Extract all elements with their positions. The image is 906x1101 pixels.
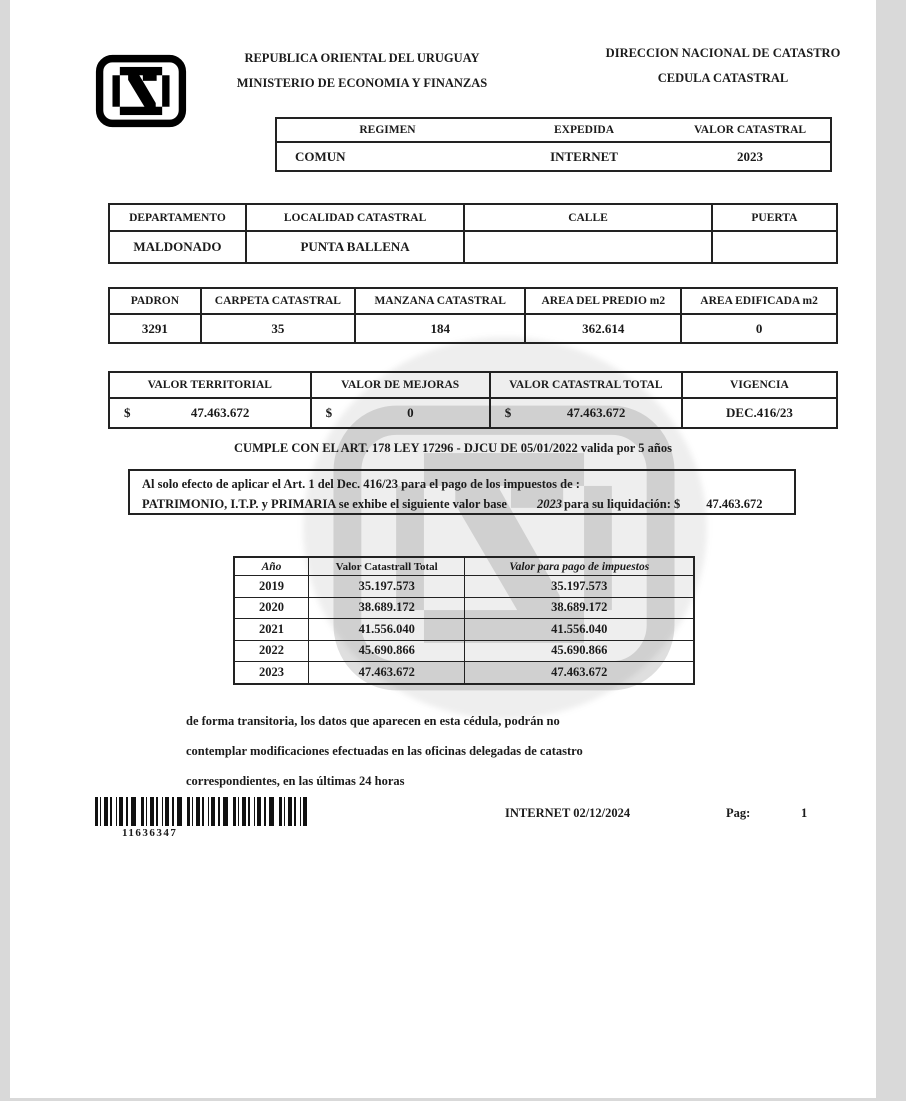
notice-line2: PATRIMONIO, I.T.P. y PRIMARIA se exhibe el siguiente valor base 2023 para su liquidación: $ 47.463.672 [142, 497, 763, 511]
history-header-row [234, 557, 694, 576]
manzana-header: MANZANA CATASTRAL [355, 288, 525, 314]
history-row: 2019 35.197.573 35.197.573 [234, 576, 694, 598]
valor-catastral-value: 2023 [737, 148, 764, 164]
calle-value [464, 231, 712, 263]
regimen-table [275, 117, 832, 172]
document-title: CEDULA CATASTRAL [657, 71, 789, 85]
departamento-value: MALDONADO [109, 231, 246, 263]
history-row: 2023 47.463.672 47.463.672 [234, 662, 694, 684]
regimen-header-row [276, 118, 831, 142]
carpeta-value: 35 [201, 314, 355, 343]
padron-value: 3291 [109, 314, 201, 343]
padron-value-row [109, 314, 837, 343]
valor-pago-impuestos-header: Valor para pago de impuestos [465, 557, 694, 576]
vigencia-header: VIGENCIA [682, 372, 837, 398]
localidad-value: PUNTA BALLENA [246, 231, 464, 263]
history-row: 2020 38.689.172 38.689.172 [234, 597, 694, 619]
area-predio-header: AREA DEL PREDIO m2 [525, 288, 681, 314]
padron-header: PADRON [109, 288, 201, 314]
history-table [233, 556, 695, 685]
valor-catastral-total-col-header: Valor Catastrall Total [309, 557, 465, 576]
calle-header: CALLE [464, 204, 712, 231]
valor-catastral-header: VALOR CATASTRAL [670, 118, 831, 142]
puerta-header: PUERTA [712, 204, 837, 231]
valor-catastral-total-header: VALOR CATASTRAL TOTAL [490, 372, 682, 398]
republic-title: REPUBLICA ORIENTAL DEL URUGUAY [244, 51, 480, 65]
puerta-value [712, 231, 837, 263]
disclaimer-line3: correspondientes, en las últimas 24 horas [186, 774, 405, 788]
valor-catastral-total-value: $ 47.463.672 [490, 398, 682, 428]
location-value-row [109, 231, 837, 263]
catastro-header [594, 46, 852, 86]
location-table [108, 203, 838, 264]
disclaimer-line2: contemplar modificaciones efectuadas en las oficinas delegadas de catastro [186, 744, 583, 758]
direction-title: DIRECCION NACIONAL DE CATASTRO [605, 46, 841, 60]
regimen-header: REGIMEN [276, 118, 498, 142]
regimen-value-row [276, 142, 831, 171]
photo-edge-right [876, 0, 906, 1101]
departamento-header: DEPARTAMENTO [109, 204, 246, 231]
barcode-number: 11636347 [122, 827, 178, 839]
history-row: 2022 45.690.866 45.690.866 [234, 640, 694, 662]
area-edificada-header: AREA EDIFICADA m2 [681, 288, 837, 314]
disclaimer-line1: de forma transitoria, los datos que aparecen en esta cédula, podrán no [186, 714, 560, 728]
notice-box [128, 469, 796, 515]
notice-year: 2023 [536, 497, 562, 511]
dnc-logo-icon [95, 54, 187, 128]
valores-value-row [109, 398, 837, 428]
photo-edge-left [0, 0, 10, 1101]
page-number: 1 [801, 806, 808, 820]
localidad-header: LOCALIDAD CATASTRAL [246, 204, 464, 231]
valores-header-row [109, 372, 837, 398]
valor-mejoras-value: $ 0 [311, 398, 490, 428]
valor-territorial-header: VALOR TERRITORIAL [109, 372, 311, 398]
anio-header: Año [234, 557, 309, 576]
regimen-value: COMUN [295, 148, 346, 164]
carpeta-header: CARPETA CATASTRAL [201, 288, 355, 314]
area-edificada-value: 0 [681, 314, 837, 343]
currency-symbol: $ [504, 405, 512, 420]
area-predio-value: 362.614 [525, 314, 681, 343]
manzana-value: 184 [355, 314, 525, 343]
expedida-value: INTERNET [550, 148, 618, 164]
notice-line1: Al solo efecto de aplicar el Art. 1 del Dec. 416/23 para el pago de los impuestos de : [142, 477, 580, 491]
valor-territorial-value: $ 47.463.672 [109, 398, 311, 428]
page-label: Pag: [726, 806, 751, 820]
ministry-title: MINISTERIO DE ECONOMIA Y FINANZAS [236, 76, 488, 90]
ministry-header [222, 46, 502, 96]
compliance-note: CUMPLE CON EL ART. 178 LEY 17296 - DJCU DE 05/01/2022 valida por 5 años [234, 441, 672, 455]
disclaimer-paragraph [186, 706, 656, 796]
currency-symbol: $ [124, 405, 131, 420]
issued-label: INTERNET 02/12/2024 [505, 806, 631, 820]
valor-mejoras-header: VALOR DE MEJORAS [311, 372, 490, 398]
history-row: 2021 41.556.040 41.556.040 [234, 619, 694, 641]
notice-amount: 47.463.672 [706, 497, 763, 511]
currency-symbol: $ [325, 405, 333, 420]
padron-table [108, 287, 838, 344]
expedida-header: EXPEDIDA [498, 118, 670, 142]
valores-table [108, 371, 838, 429]
barcode [95, 797, 309, 826]
vigencia-value: DEC.416/23 [682, 398, 837, 428]
padron-header-row [109, 288, 837, 314]
location-header-row [109, 204, 837, 231]
